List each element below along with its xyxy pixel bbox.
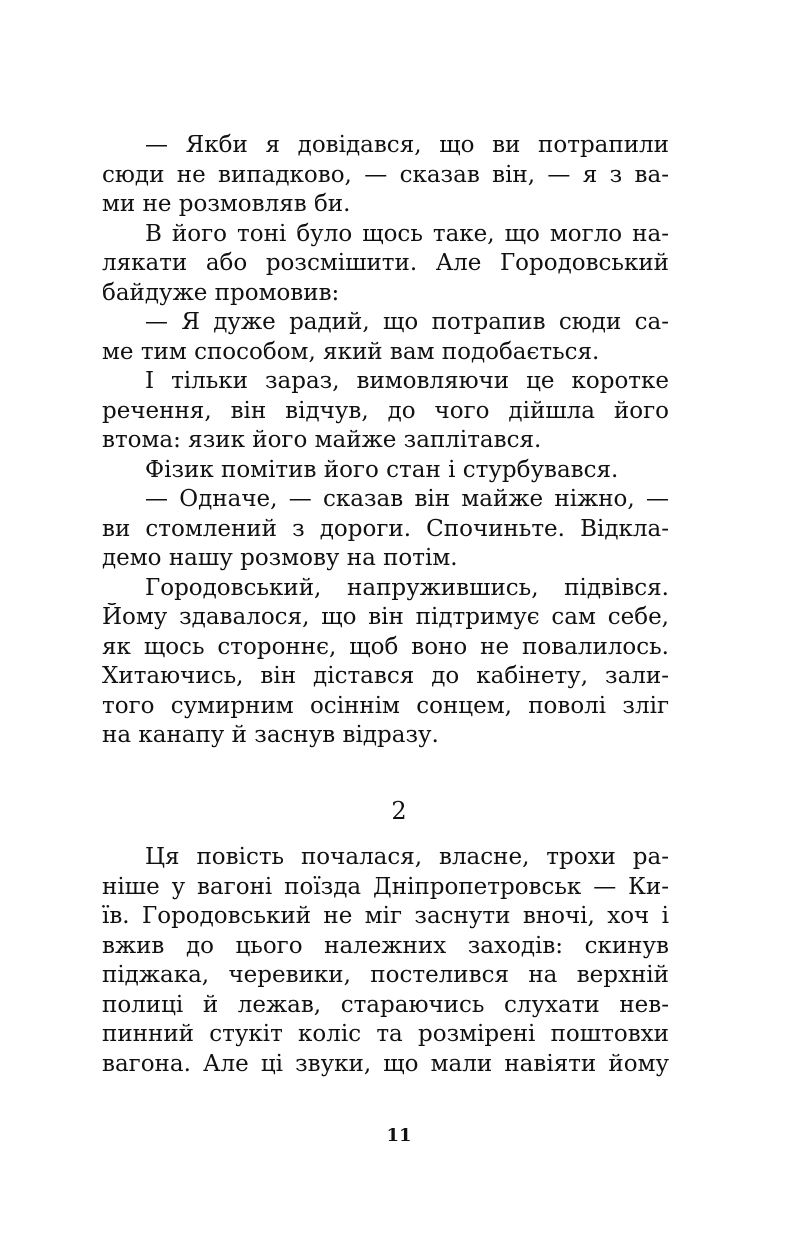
text-line: речення, він відчув, до чого дійшла його (102, 397, 669, 424)
text-line: полиці й лежав, стараючись слухати нев- (102, 991, 669, 1018)
text-line: В його тоні було щось таке, що могло на- (145, 220, 669, 247)
chapter-number: 2 (391, 797, 407, 825)
text-line: вагона. Але ці звуки, що мали навіяти йому (102, 1050, 669, 1077)
text-line: Хитаючись, він дістався до кабінету, зали- (102, 663, 669, 689)
text-line: сюди не випадково, — сказав він, — я з ва- (102, 161, 669, 188)
text-line: Городовський, напружившись, підвівся. (145, 574, 669, 601)
text-line: піджака, черевики, постелився на верхній (102, 962, 669, 988)
text-line: — Якби я довідався, що ви потрапили (145, 132, 669, 158)
text-line: лякати або розсмішити. Але Городовський (102, 250, 669, 276)
text-line: вжив до цього належних заходів: скинув (102, 932, 669, 959)
text-line: Ця повість почалася, власне, трохи ра- (145, 844, 669, 870)
text-line: І тільки зараз, вимовляючи це коротке (145, 368, 669, 394)
text-block-1 (102, 131, 669, 751)
text-line: ме тим способом, який вам подобається. (102, 338, 600, 365)
text-line: як щось стороннє, щоб воно не повалилось. (102, 633, 669, 660)
text-line: втома: язик його майже заплітався. (102, 427, 542, 453)
text-line: ми не розмовляв би. (102, 191, 351, 217)
text-line: — Одначе, — сказав він майже ніжно, — (145, 486, 669, 512)
text-line: пинний стукіт коліс та розмірені поштовхи (102, 1021, 669, 1047)
text-line: ніше у вагоні поїзда Дніпропетровськ — Ки- (102, 873, 669, 900)
text-block-2 (102, 843, 669, 1079)
text-line: Фізик помітив його стан і стурбувався. (145, 456, 619, 483)
text-line: ви стомлений з дороги. Спочиньте. Відкла- (102, 515, 669, 542)
page-number: 11 (386, 1125, 412, 1146)
text-line: Йому здавалося, що він підтримує сам себе, (102, 604, 669, 630)
text-line: на канапу й заснув відразу. (102, 722, 439, 748)
text-line: того сумирним осіннім сонцем, поволі зліг (102, 692, 669, 719)
text-line: демо нашу розмову на потім. (102, 545, 458, 571)
text-line: їв. Городовський не міг заснути вночі, хоч і (102, 903, 669, 929)
text-line: байдуже промовив: (102, 279, 340, 306)
text-line: — Я дуже радий, що потрапив сюди са- (145, 309, 669, 335)
